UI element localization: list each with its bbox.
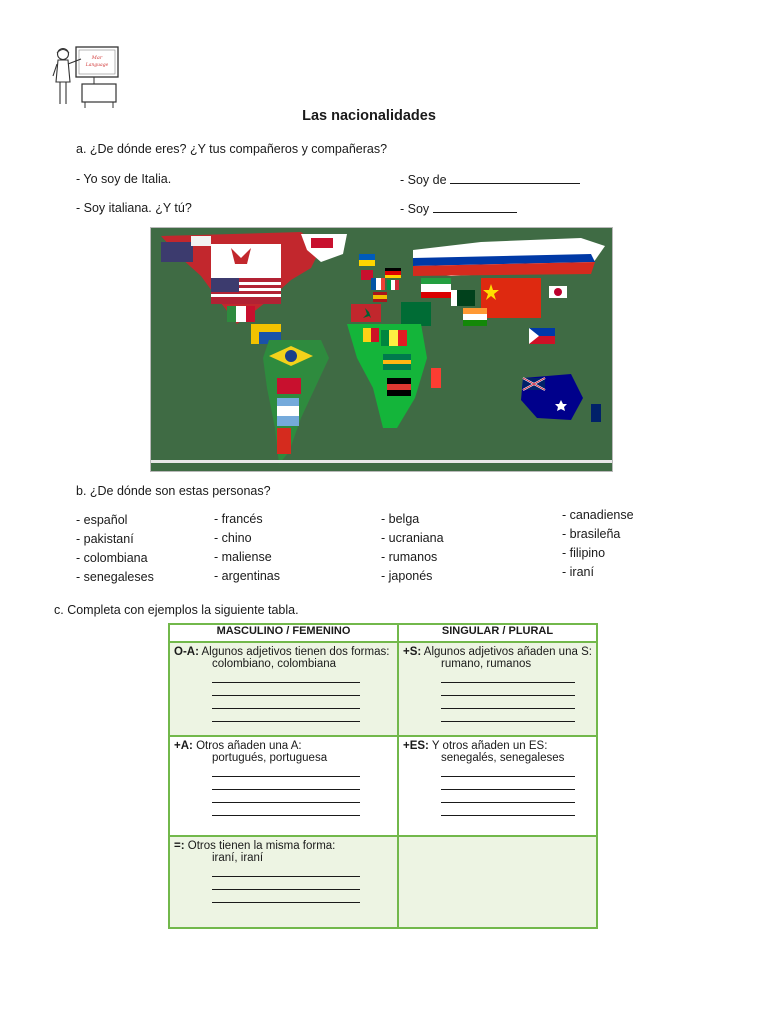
rule-marker-eq: =: bbox=[174, 840, 185, 852]
example-left-1: - Yo soy de Italia. bbox=[76, 172, 172, 186]
write-line[interactable] bbox=[441, 695, 575, 696]
word-item: - francés bbox=[214, 512, 263, 526]
logo-text-1: Mar bbox=[91, 55, 103, 61]
world-flags-map bbox=[150, 227, 613, 472]
write-line[interactable] bbox=[212, 708, 360, 709]
word-item: - filipino bbox=[562, 546, 606, 560]
logo-text-2: Language bbox=[85, 63, 109, 68]
write-line[interactable] bbox=[212, 876, 360, 877]
rule-marker-oa: O-A: bbox=[174, 646, 199, 658]
world-flags-map-image bbox=[151, 228, 612, 471]
example-es: senegalés, senegaleses bbox=[441, 752, 565, 764]
cell-a bbox=[169, 736, 398, 836]
cell-es bbox=[398, 736, 597, 836]
rule-text-oa: Algunos adjetivos tienen dos formas: bbox=[201, 646, 390, 658]
write-line[interactable] bbox=[212, 776, 360, 777]
header-masc-fem: MASCULINO / FEMENINO bbox=[169, 624, 398, 642]
cell-eq bbox=[169, 836, 398, 928]
teacher-logo bbox=[50, 44, 122, 110]
cell-s bbox=[398, 642, 597, 736]
write-line[interactable] bbox=[212, 802, 360, 803]
word-column-2 bbox=[214, 510, 280, 586]
word-item: - colombiana bbox=[76, 551, 148, 565]
rule-marker-es: +ES: bbox=[403, 740, 429, 752]
example-a: portugués, portuguesa bbox=[212, 752, 328, 764]
rule-text-eq: Otros tienen la misma forma: bbox=[187, 840, 336, 852]
word-item: - canadiense bbox=[562, 508, 634, 522]
write-line[interactable] bbox=[212, 695, 360, 696]
fill-in-right-1 bbox=[400, 172, 580, 187]
rule-marker-a: +A: bbox=[174, 740, 193, 752]
write-line[interactable] bbox=[212, 721, 360, 722]
word-column-4 bbox=[562, 506, 634, 582]
write-line[interactable] bbox=[441, 776, 575, 777]
rule-marker-s: +S: bbox=[403, 646, 422, 658]
write-line[interactable] bbox=[441, 721, 575, 722]
rule-text-a: Otros añaden una A: bbox=[196, 740, 302, 752]
write-line[interactable] bbox=[441, 708, 575, 709]
write-line[interactable] bbox=[441, 815, 575, 816]
cell-oa bbox=[169, 642, 398, 736]
fill-in-label-1: - Soy de bbox=[400, 173, 447, 187]
word-item: - chino bbox=[214, 531, 252, 545]
write-line[interactable] bbox=[212, 889, 360, 890]
write-line[interactable] bbox=[441, 682, 575, 683]
question-b: b. ¿De dónde son estas personas? bbox=[76, 484, 271, 498]
question-a: a. ¿De dónde eres? ¿Y tus compañeros y compañeras? bbox=[76, 142, 388, 156]
word-item: - ucraniana bbox=[381, 531, 444, 545]
write-line[interactable] bbox=[441, 789, 575, 790]
word-item: - belga bbox=[381, 512, 420, 526]
teacher-icon bbox=[50, 44, 122, 110]
example-oa: colombiano, colombiana bbox=[212, 658, 337, 670]
word-item: - argentinas bbox=[214, 569, 281, 583]
rule-text-s: Algunos adjetivos añaden una S: bbox=[423, 646, 592, 658]
rule-text-es: Y otros añaden un ES: bbox=[431, 740, 548, 752]
write-line[interactable] bbox=[212, 789, 360, 790]
word-item: - español bbox=[76, 513, 128, 527]
fill-in-label-2: - Soy bbox=[400, 202, 430, 216]
word-item: - iraní bbox=[562, 565, 594, 579]
word-item: - senegaleses bbox=[76, 570, 154, 584]
answer-blank-2[interactable] bbox=[433, 201, 517, 213]
word-item: - japonés bbox=[381, 569, 433, 583]
header-sing-plur: SINGULAR / PLURAL bbox=[398, 624, 597, 642]
write-line[interactable] bbox=[212, 682, 360, 683]
word-column-1 bbox=[76, 511, 154, 587]
word-item: - brasileña bbox=[562, 527, 621, 541]
write-line[interactable] bbox=[212, 902, 360, 903]
write-line[interactable] bbox=[441, 802, 575, 803]
grammar-table bbox=[168, 623, 598, 929]
fill-in-right-2 bbox=[400, 201, 517, 216]
write-line[interactable] bbox=[212, 815, 360, 816]
example-eq: iraní, iraní bbox=[212, 852, 264, 864]
word-item: - rumanos bbox=[381, 550, 438, 564]
word-item: - maliense bbox=[214, 550, 272, 564]
example-left-2: - Soy italiana. ¿Y tú? bbox=[76, 201, 192, 215]
example-s: rumano, rumanos bbox=[441, 658, 532, 670]
page-title: Las nacionalidades bbox=[302, 108, 436, 124]
cell-empty bbox=[398, 836, 597, 928]
answer-blank-1[interactable] bbox=[450, 172, 580, 184]
word-column-3 bbox=[381, 510, 444, 586]
instruction-c: c. Completa con ejemplos la siguiente tabla. bbox=[54, 603, 299, 617]
word-item: - pakistaní bbox=[76, 532, 134, 546]
